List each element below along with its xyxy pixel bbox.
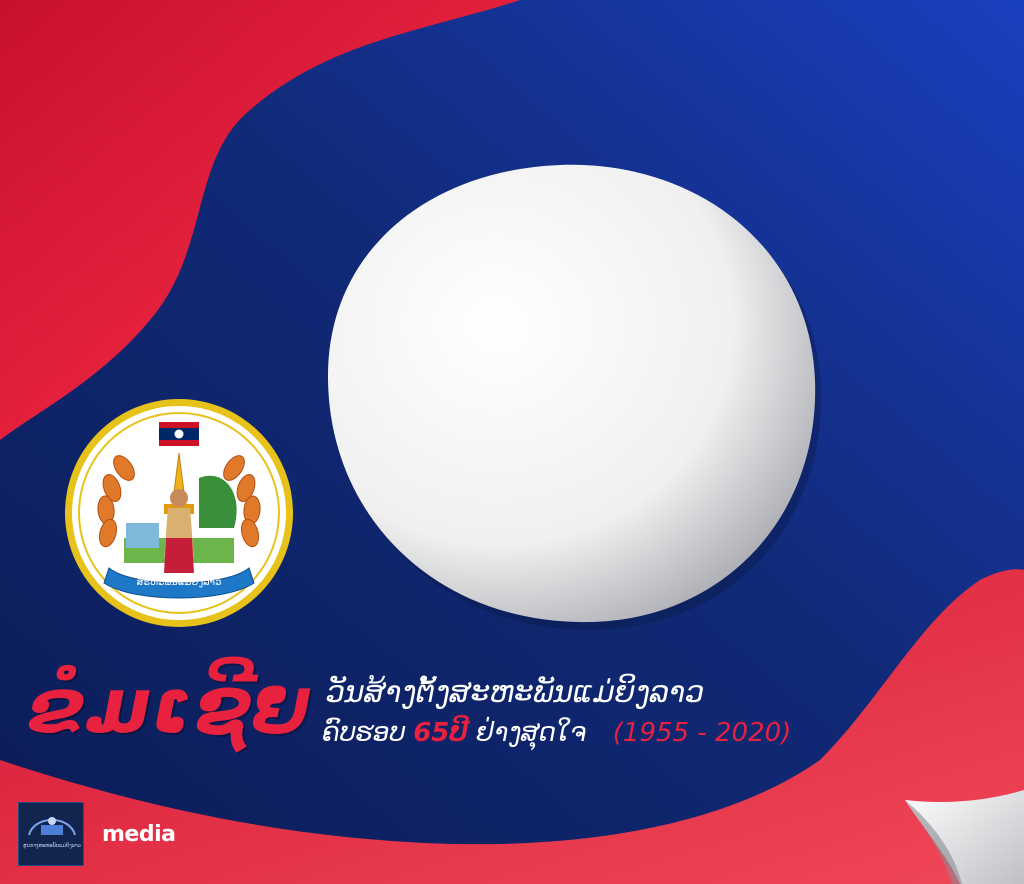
subtitle-line-1: ວັນສ້າງຕັ້ງສະຫະພັນແມ່ຍິງລາວ [326,675,705,710]
subtitle-prefix: ຄົບຮອບ [322,718,405,748]
lao-flag-icon [159,422,199,446]
seal-ribbon-label: ສະຫະພັນແມ່ຍິງລາວ [136,577,222,588]
headline-title: ຂໍມເຊີຍ [28,661,312,750]
media-logo: media [102,822,176,847]
organization-logo [18,802,84,866]
organization-logo-text: ສູນກາງສະຫະພັນແມ່ຍິງລາວ [23,843,81,849]
lao-womens-union-seal [64,398,294,628]
year-range: (1955 - 2020) [612,718,792,748]
subtitle-suffix: ຢ່າງສຸດໃຈ [476,718,587,748]
anniversary-highlight: 65ປີ [413,718,469,748]
subtitle-line-2 [322,720,791,746]
organization-emblem-icon [19,803,85,843]
